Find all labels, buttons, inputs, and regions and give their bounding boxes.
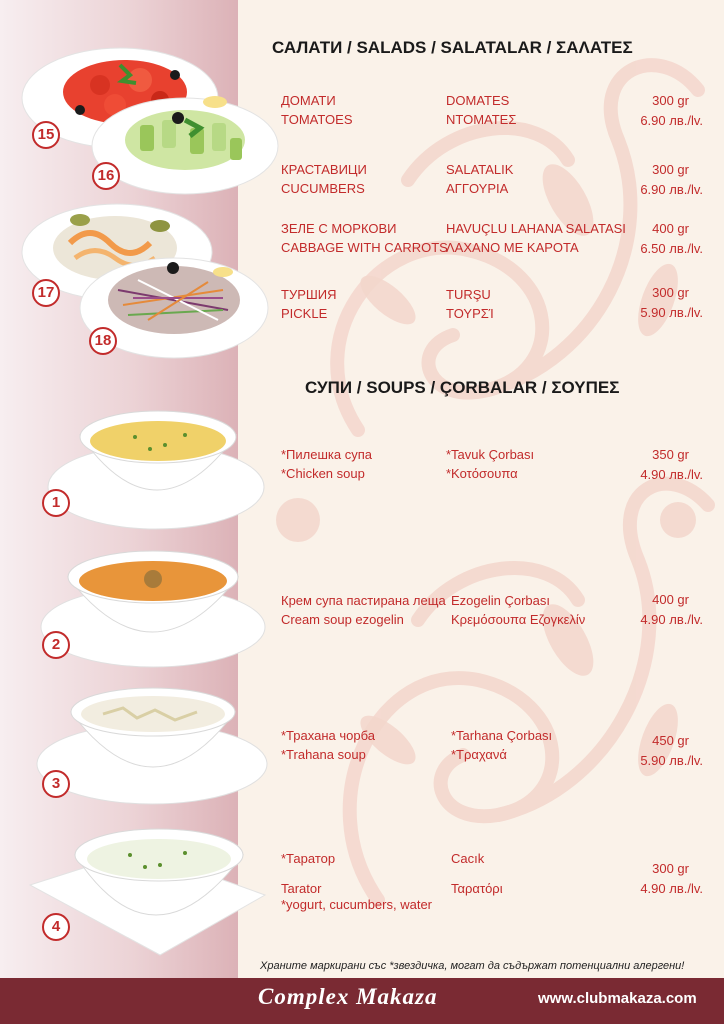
soup-price: 4.90 лв./lv. [640,467,703,482]
salad-name-gr: ΤΟΥΡΣΊ [446,306,494,321]
soup-price: 4.90 лв./lv. [640,881,703,896]
menu-panel [238,0,724,978]
soup-name-bg: *Трахана чорба [281,728,375,743]
salad-price: 6.50 лв./lv. [640,241,703,256]
soup-name-gr: *Τραχανά [451,747,507,762]
soup-name-en: *Chicken soup [281,466,365,481]
salad-name-gr: ΝΤΟΜΑΤΕΣ [446,112,517,127]
salad-name-en: CABBAGE WITH CARROTS [281,240,448,255]
soup-weight: 450 gr [652,733,689,748]
brand-logo: Complex Makaza [258,984,438,1009]
chicken-soup-image [45,405,267,533]
soup-price: 5.90 лв./lv. [640,753,703,768]
soup-name-gr: *Κοτόσουπα [446,466,518,481]
salad-weight: 300 gr [652,93,689,108]
dish-number-badge: 16 [92,162,120,190]
soups-heading: СУПИ / SOUPS / ÇORBALAR / ΣΟΥΠΕΣ [305,378,620,397]
soup-price: 4.90 лв./lv. [640,612,703,627]
soup-name-en: Cream soup ezogelin [281,612,404,627]
soup-weight: 350 gr [652,447,689,462]
soup-weight: 300 gr [652,861,689,876]
soup-name-gr: Κρεμόσουπα Εζογκελίν [451,612,586,627]
soup-name-bg: *Пилешка супа [281,447,372,462]
salad-weight: 300 gr [652,285,689,300]
dish-number-badge: 2 [42,631,70,659]
salad-name-bg: ТУРШИЯ [281,287,337,302]
soup-name-gr: Ταρατόρι [451,881,503,896]
salad-price: 5.90 лв./lv. [640,305,703,320]
salad-name-tr: DOMATES [446,93,510,108]
decorative-swirls [238,0,724,978]
dish-number-badge: 17 [32,279,60,307]
allergen-note: Храните маркирани със *звездичка, могат да съдържат потенциални алергени! [260,960,685,972]
salad-name-bg: КРАСТАВИЦИ [281,162,367,177]
salads-heading: САЛАТИ / SALADS / SALATALAR / ΣΑΛΑΤΕΣ [272,38,633,57]
salad-name-gr: ΛΑΧΑΝΟ ΜΕ ΚΑΡΟΤΑ [446,240,579,255]
soup-name-tr: Ezogelin Çorbası [451,593,550,608]
salad-weight: 300 gr [652,162,689,177]
salad-name-en: CUCUMBERS [281,181,365,196]
salad-weight: 400 gr [652,221,689,236]
dish-number-badge: 4 [42,913,70,941]
dish-number-badge: 3 [42,770,70,798]
soup-name-tr: *Tavuk Çorbası [446,447,535,462]
soup-name-bg: Крем супа пастирана леща [281,593,446,608]
salad-name-tr: SALATALIK [446,162,514,177]
salad-name-gr: ΑΓΓΟΥΡΙΑ [446,181,509,196]
salad-price: 6.90 лв./lv. [640,113,703,128]
salad-name-bg: ЗЕЛЕ С МОРКОВИ [281,221,397,236]
soup-name-bg: *Таратор [281,851,336,866]
soup-name-tr: Cacık [451,851,485,866]
salad-name-tr: TURŞU [446,287,491,302]
soup-name-en: *Trahana soup [281,747,366,762]
dish-number-badge: 15 [32,121,60,149]
soup-name-tr: *Tarhana Çorbası [451,728,553,743]
salad-name-bg: ДОМАТИ [281,93,336,108]
salad-price: 6.90 лв./lv. [640,182,703,197]
salad-name-en: TOMATOES [281,112,353,127]
salad-name-tr: HAVUÇLU LAHANA SALATASI [446,221,626,236]
soup-name-en: Tarator [281,881,322,896]
dish-number-badge: 1 [42,489,70,517]
website-link[interactable]: www.clubmakaza.com [538,990,697,1007]
ezogelin-soup-image [38,543,268,671]
dish-number-badge: 18 [89,327,117,355]
salad-name-en: PICKLE [281,306,328,321]
soup-ingredients: *yogurt, cucumbers, water [281,897,433,912]
soup-weight: 400 gr [652,592,689,607]
